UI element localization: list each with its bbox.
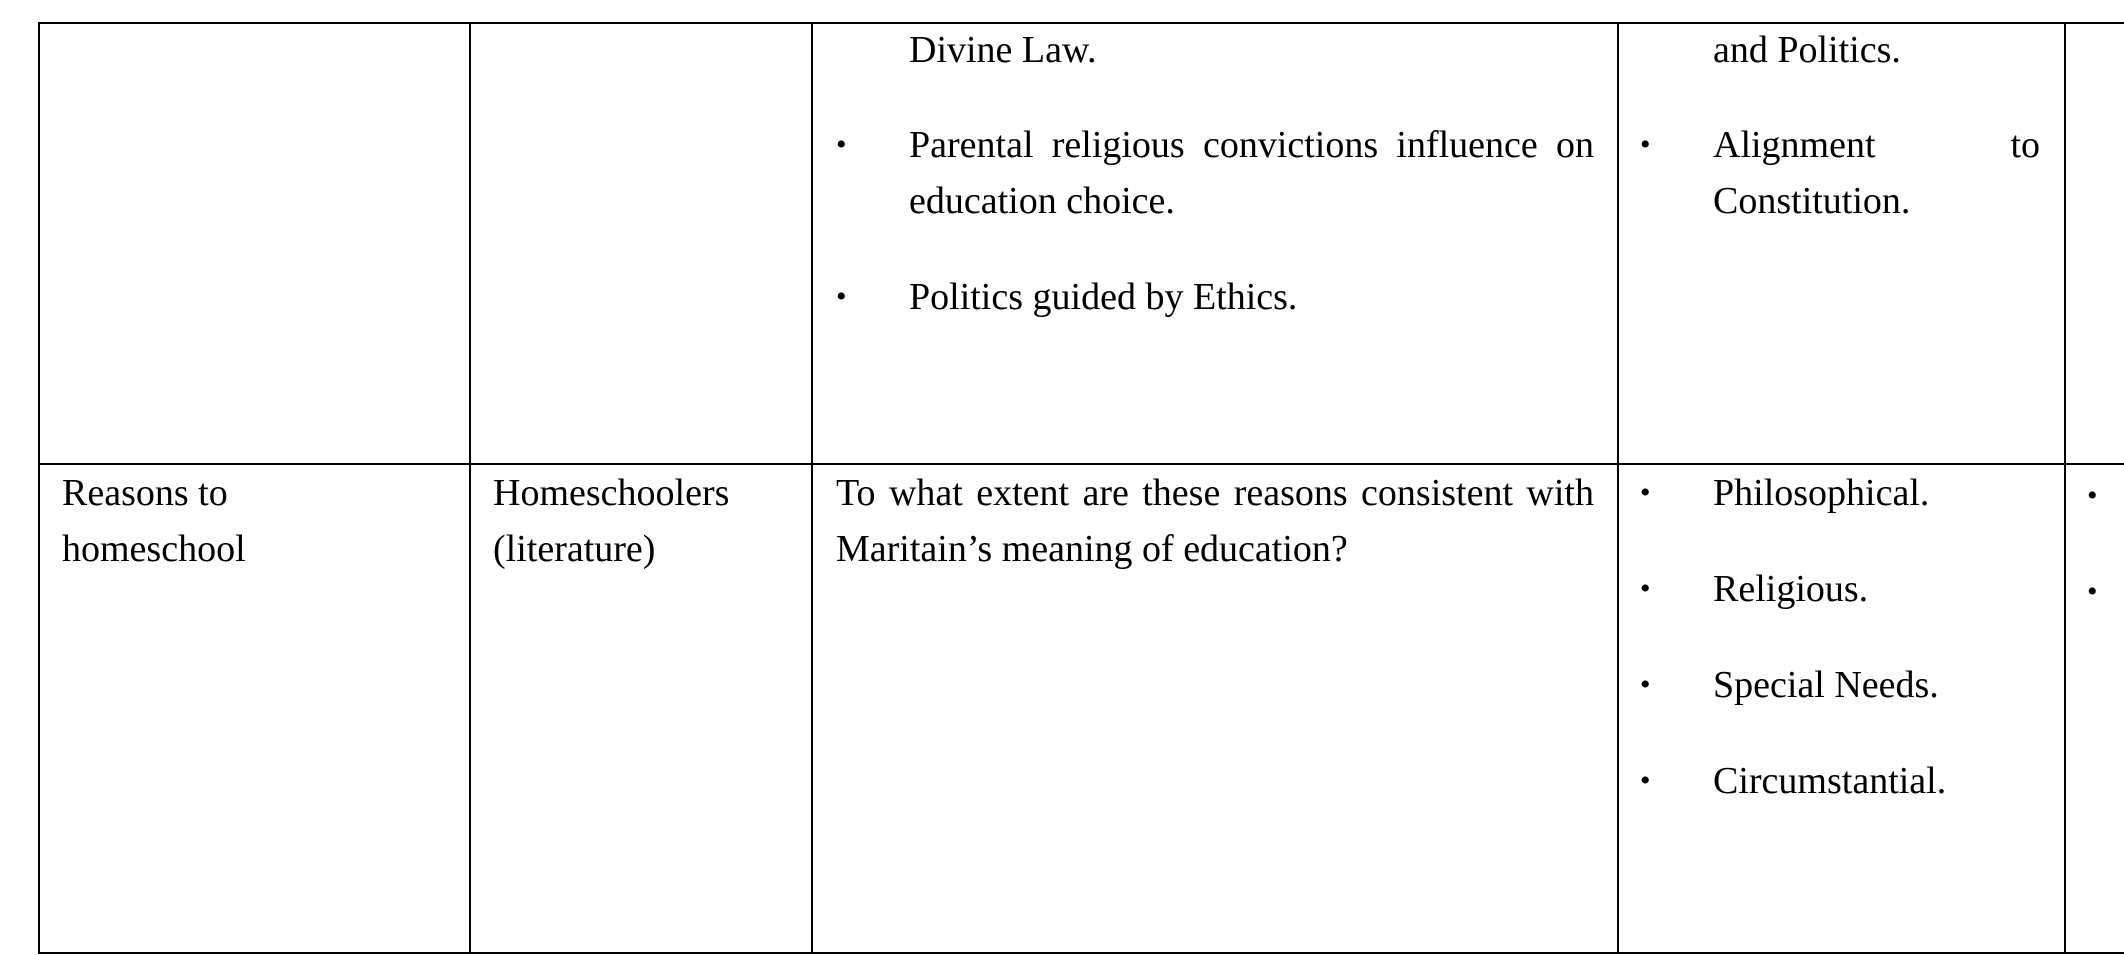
row2-col1-cell bbox=[62, 465, 246, 577]
column-border-3 bbox=[811, 22, 813, 954]
list-item bbox=[1640, 753, 2040, 809]
column-border-2 bbox=[469, 22, 471, 954]
bullet-text: Parental religious convictions influence on education choice. bbox=[909, 124, 1594, 222]
row2-col4-bullet-list bbox=[1640, 465, 2040, 809]
bullet-text-word-2: to bbox=[2010, 124, 2040, 166]
row1-col3-bullet-list bbox=[836, 117, 1594, 325]
bullet-text: Circumstantial. bbox=[1713, 760, 1947, 802]
row1-col4-bullet bbox=[1640, 117, 2040, 229]
row2-col5-bullet-1 bbox=[2087, 465, 2098, 524]
bullet-icon: • bbox=[2087, 575, 2098, 608]
bullet-icon: • bbox=[1640, 764, 1651, 797]
row2-col2-cell bbox=[493, 465, 729, 577]
bullet-text: Philosophical. bbox=[1713, 472, 1930, 514]
column-border-1 bbox=[38, 22, 40, 954]
column-border-5 bbox=[2064, 22, 2066, 954]
bullet-text: Special Needs. bbox=[1713, 664, 1939, 706]
list-item bbox=[1640, 465, 2040, 521]
list-item bbox=[1640, 657, 2040, 713]
cell-line: homeschool bbox=[62, 528, 246, 570]
list-item bbox=[1640, 561, 2040, 617]
bullet-icon: • bbox=[836, 128, 847, 161]
table-bottom-border bbox=[38, 952, 2124, 954]
bullet-text: Religious. bbox=[1713, 568, 1869, 610]
row1-col4-continuation: and Politics. bbox=[1713, 29, 1901, 71]
bullet-icon: • bbox=[2087, 479, 2098, 512]
bullet-icon: • bbox=[1640, 128, 1651, 161]
bullet-icon: • bbox=[836, 280, 847, 313]
bullet-icon: • bbox=[1640, 572, 1651, 605]
bullet-text-line-2: Constitution. bbox=[1713, 180, 1911, 222]
cell-line: Homeschoolers bbox=[493, 472, 730, 514]
bullet-icon: • bbox=[1640, 668, 1651, 701]
cell-line: (literature) bbox=[493, 528, 656, 570]
bullet-text-word-1: Alignment bbox=[1713, 124, 1876, 166]
row1-col3-continuation: Divine Law. bbox=[909, 29, 1097, 71]
row2-col3-question: To what extent are these reasons consistent with Maritain’s meaning of education? bbox=[836, 472, 1594, 570]
bullet-text: Politics guided by Ethics. bbox=[909, 276, 1298, 318]
list-item bbox=[836, 269, 1594, 325]
bullet-icon: • bbox=[1640, 476, 1651, 509]
row2-col5-bullet-2 bbox=[2087, 561, 2098, 620]
list-item bbox=[836, 117, 1594, 229]
cell-line: Reasons to bbox=[62, 472, 228, 514]
column-border-4 bbox=[1617, 22, 1619, 954]
